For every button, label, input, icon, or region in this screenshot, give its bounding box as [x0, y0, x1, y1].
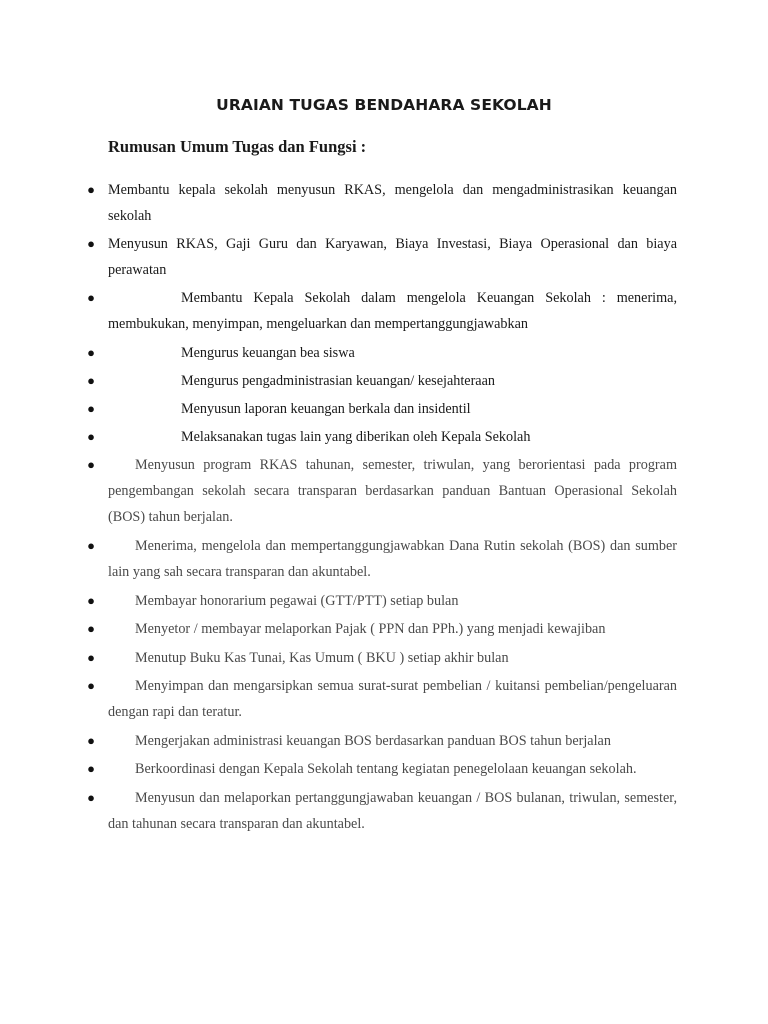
bullet-icon: ● — [87, 372, 95, 388]
list-item-text: Berkoordinasi dengan Kepala Sekolah tentang kegiatan penegelolaan keuangan sekolah. — [135, 761, 637, 778]
bullet-icon: ● — [87, 678, 95, 694]
list-item-text: Mengurus pengadministrasian keuangan/ kesejahteraan — [181, 372, 495, 389]
bullet-icon: ● — [87, 236, 95, 252]
list-item — [0, 728, 768, 754]
list-item-text: Membantu kepala sekolah menyusun RKAS, mengelola dan mengadministrasikan keuangan sekolah — [108, 182, 677, 224]
bullet-icon: ● — [87, 182, 95, 197]
bullet-icon: ● — [87, 400, 95, 416]
list-item-text: Menyusun laporan keuangan berkala dan insidentil — [181, 400, 471, 417]
list-item-text: Menutup Buku Kas Tunai, Kas Umum ( BKU ) setiap akhir bulan — [135, 649, 509, 666]
bullet-icon: ● — [87, 592, 95, 608]
list-item — [0, 368, 768, 394]
list-item — [0, 588, 768, 614]
list-item — [0, 424, 768, 450]
list-item — [0, 785, 768, 837]
bullet-icon: ● — [87, 537, 95, 553]
bullet-icon: ● — [87, 457, 95, 473]
list-item — [0, 231, 768, 283]
list-item-text: Menyusun program RKAS tahunan, semester, triwulan, yang berorientasi pada program pengembangan sekolah secara transparan berdasarkan panduan Bantuan Operasional Sekolah (BOS) tahun berjalan. — [108, 457, 677, 526]
list-item — [0, 533, 768, 585]
list-item-text: Menyusun dan melaporkan pertanggungjawaban keuangan / BOS bulanan, triwulan, semester, dan tahunan secara transparan dan akuntabel. — [108, 790, 677, 833]
list-item — [0, 177, 768, 229]
bullet-icon: ● — [87, 621, 95, 637]
list-item — [0, 452, 768, 530]
list-item — [0, 285, 768, 337]
bullet-icon: ● — [87, 761, 95, 777]
list-item-text: Mengerjakan administrasi keuangan BOS berdasarkan panduan BOS tahun berjalan — [135, 732, 611, 749]
list-item-text: Menyusun RKAS, Gaji Guru dan Karyawan, Biaya Investasi, Biaya Operasional dan biaya perawatan — [108, 236, 677, 279]
bullet-icon: ● — [87, 290, 95, 306]
list-item — [0, 616, 768, 642]
list-item-text: Menyimpan dan mengarsipkan semua surat-surat pembelian / kuitansi pembelian/pengeluaran dengan rapi dan teratur. — [108, 678, 677, 721]
list-item — [0, 673, 768, 725]
list-item-text: Melaksanakan tugas lain yang diberikan oleh Kepala Sekolah — [181, 429, 531, 446]
list-item-text: Membantu Kepala Sekolah dalam mengelola Keuangan Sekolah : menerima, membukukan, menyimpan, mengeluarkan dan mempertanggungjawabkan — [108, 290, 677, 333]
document-title: URAIAN TUGAS BENDAHARA SEKOLAH — [216, 96, 552, 114]
list-item — [0, 756, 768, 782]
list-item — [0, 396, 768, 422]
list-item-text: Menyetor / membayar melaporkan Pajak ( PPN dan PPh.) yang menjadi kewajiban — [135, 621, 606, 638]
list-item-text: Menerima, mengelola dan mempertanggungjawabkan Dana Rutin sekolah (BOS) dan sumber lain yang sah secara transparan dan akuntabel. — [108, 537, 677, 580]
task-list — [0, 177, 768, 840]
bullet-icon: ● — [87, 790, 95, 806]
section-subheading: Rumusan Umum Tugas dan Fungsi : — [108, 137, 367, 156]
bullet-icon: ● — [87, 649, 95, 665]
list-item-text: Mengurus keuangan bea siswa — [181, 344, 355, 361]
bullet-icon: ● — [87, 344, 95, 360]
list-item-text: Membayar honorarium pegawai (GTT/PTT) setiap bulan — [135, 592, 459, 609]
list-item — [0, 340, 768, 366]
bullet-icon: ● — [87, 429, 95, 445]
bullet-icon: ● — [87, 732, 95, 748]
list-item — [0, 645, 768, 671]
